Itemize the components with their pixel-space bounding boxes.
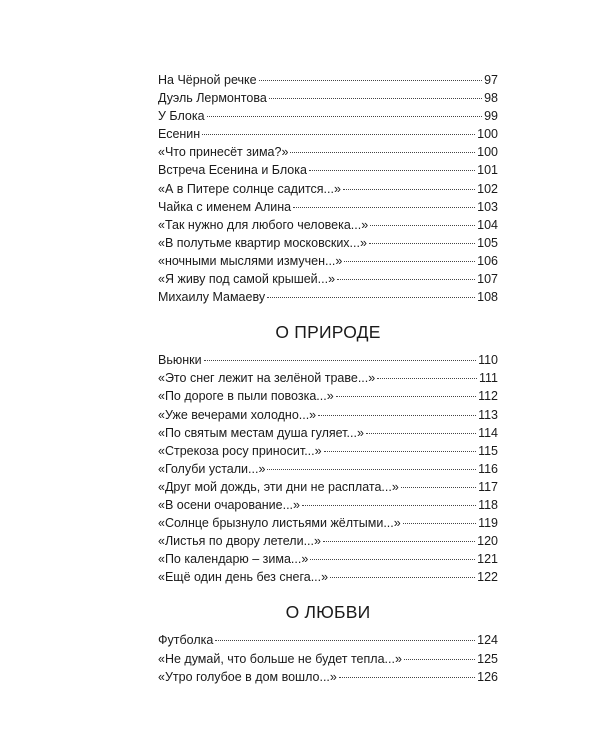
toc-entry: [158, 424, 498, 442]
toc-entry: [158, 387, 498, 405]
toc-entry-title: «А в Питере солнце садится...»: [158, 181, 341, 196]
dot-leader: [369, 243, 475, 244]
toc-entry: [158, 650, 498, 668]
toc-entry: [158, 460, 498, 478]
toc-entry-page-number: 122: [477, 570, 498, 585]
toc-entry-title: Есенин: [158, 127, 201, 142]
toc-entry-page-number: 121: [477, 552, 498, 567]
toc-entry-page-number: 108: [477, 290, 498, 305]
toc-entry-title: «В полутьме квартир московских...»: [158, 235, 367, 250]
toc-entry-page-number: 124: [477, 633, 498, 648]
toc-entry-title: «Это снег лежит на зелёной траве...»: [158, 371, 376, 386]
toc-entry: [158, 668, 498, 686]
dot-leader: [343, 189, 475, 190]
toc-entry-title: «В осени очарование...»: [158, 497, 300, 512]
toc-entry-page-number: 111: [478, 371, 498, 386]
toc-entry: [158, 125, 498, 143]
dot-leader: [310, 559, 475, 560]
toc-entry-title: «По святым местам душа гуляет...»: [158, 425, 364, 440]
dot-leader: [337, 279, 475, 280]
dot-leader: [269, 98, 482, 99]
toc-entry-page-number: 100: [477, 145, 498, 160]
dot-leader: [302, 505, 476, 506]
toc-entry-title: «Уже вечерами холодно...»: [158, 407, 317, 422]
toc-entry: [158, 180, 498, 198]
dot-leader: [318, 415, 476, 416]
toc-entry: [158, 496, 498, 514]
toc-section: [158, 71, 498, 306]
toc-entry-page-number: 104: [477, 217, 498, 232]
dot-leader: [404, 659, 475, 660]
toc-entry-page-number: 107: [477, 272, 498, 287]
toc-entry-page-number: 112: [478, 389, 498, 404]
dot-leader: [309, 170, 475, 171]
toc-entry: [158, 198, 498, 216]
toc-entry-title: На Чёрной речке: [158, 73, 257, 87]
toc-entry-page-number: 97: [484, 73, 498, 87]
toc-entry-title: Михаилу Мамаеву: [158, 290, 266, 305]
toc-entry-title: «Листья по двору летели...»: [158, 534, 321, 549]
toc-entry-page-number: 116: [478, 461, 498, 476]
toc-entry-title: «Стрекоза росу приносит...»: [158, 443, 322, 458]
toc-entry: [158, 161, 498, 179]
toc-entry-page-number: 125: [477, 651, 498, 666]
dot-leader: [377, 378, 477, 379]
toc-entry: [158, 270, 498, 288]
toc-entry: [158, 514, 498, 532]
toc-entry-page-number: 113: [478, 407, 498, 422]
toc-entry-title: Вьюнки: [158, 353, 202, 368]
dot-leader: [215, 640, 475, 641]
toc-entry-page-number: 100: [477, 127, 498, 142]
toc-entry-title: «ночными мыслями измучен...»: [158, 253, 343, 268]
dot-leader: [344, 261, 475, 262]
toc-entry-title: «Не думай, что больше не будет тепла...»: [158, 651, 402, 666]
toc-entry: [158, 288, 498, 306]
toc-entry: [158, 234, 498, 252]
toc-entry: [158, 369, 498, 387]
dot-leader: [259, 80, 483, 81]
dot-leader: [267, 297, 475, 298]
toc-entry: [158, 89, 498, 107]
toc-entry-title: «Так нужно для любого человека...»: [158, 217, 369, 232]
dot-leader: [202, 134, 475, 135]
toc-entry: [158, 107, 498, 125]
toc-entry-title: Чайка с именем Алина: [158, 199, 292, 214]
toc-entry: [158, 631, 498, 649]
toc-entry-page-number: 102: [477, 181, 498, 196]
toc-entry: [158, 252, 498, 270]
toc-entry-page-number: 126: [477, 669, 498, 684]
dot-leader: [336, 396, 476, 397]
section-heading: О ПРИРОДЕ: [275, 322, 381, 343]
toc-section: [158, 351, 498, 586]
toc-entry: [158, 71, 498, 89]
toc-entry-title: Дуэль Лермонтова: [158, 91, 267, 106]
dot-leader: [339, 677, 475, 678]
toc-section: [158, 631, 498, 685]
table-of-contents: [158, 71, 498, 686]
toc-entry-page-number: 114: [478, 425, 498, 440]
toc-entry-page-number: 119: [478, 516, 498, 531]
toc-entry-title: «Я живу под самой крышей...»: [158, 272, 336, 287]
dot-leader: [401, 487, 476, 488]
toc-entry-title: «Утро голубое в дом вошло...»: [158, 669, 337, 684]
toc-entry-title: «Ещё один день без снега...»: [158, 570, 329, 585]
toc-entry: [158, 550, 498, 568]
toc-entry: [158, 532, 498, 550]
dot-leader: [290, 152, 475, 153]
toc-entry-page-number: 101: [477, 163, 498, 178]
toc-entry-title: «Что принесёт зима?»: [158, 145, 289, 160]
toc-entry-page-number: 99: [484, 109, 498, 124]
toc-entry-page-number: 103: [477, 199, 498, 214]
toc-entry-title: «Друг мой дождь, эти дни не расплата...»: [158, 479, 399, 494]
toc-entry-title: У Блока: [158, 109, 205, 124]
toc-entry: [158, 442, 498, 460]
toc-entry-page-number: 110: [478, 353, 498, 368]
dot-leader: [207, 116, 483, 117]
dot-leader: [323, 541, 475, 542]
dot-leader: [366, 433, 476, 434]
toc-entry-page-number: 98: [484, 91, 498, 106]
toc-entry-title: Встреча Есенина и Блока: [158, 163, 307, 178]
toc-entry-title: Футболка: [158, 633, 214, 648]
dot-leader: [204, 360, 476, 361]
toc-entry: [158, 568, 498, 586]
toc-entry-page-number: 120: [477, 534, 498, 549]
toc-entry-page-number: 115: [478, 443, 498, 458]
toc-entry-page-number: 118: [478, 497, 498, 512]
toc-entry-title: «Голуби устали...»: [158, 461, 266, 476]
toc-entry: [158, 216, 498, 234]
toc-entry-title: «По календарю – зима...»: [158, 552, 309, 567]
toc-entry: [158, 143, 498, 161]
dot-leader: [293, 207, 475, 208]
toc-entry: [158, 351, 498, 369]
toc-entry: [158, 478, 498, 496]
toc-entry-page-number: 106: [477, 253, 498, 268]
toc-entry-page-number: 105: [477, 235, 498, 250]
toc-entry: [158, 406, 498, 424]
toc-entry-title: «Солнце брызнуло листьями жёлтыми...»: [158, 516, 401, 531]
toc-entry-title: «По дороге в пыли повозка...»: [158, 389, 334, 404]
dot-leader: [370, 225, 475, 226]
dot-leader: [403, 523, 476, 524]
dot-leader: [324, 451, 477, 452]
dot-leader: [330, 577, 475, 578]
dot-leader: [267, 469, 476, 470]
toc-entry-page-number: 117: [478, 479, 498, 494]
section-heading: О ЛЮБВИ: [285, 602, 371, 623]
